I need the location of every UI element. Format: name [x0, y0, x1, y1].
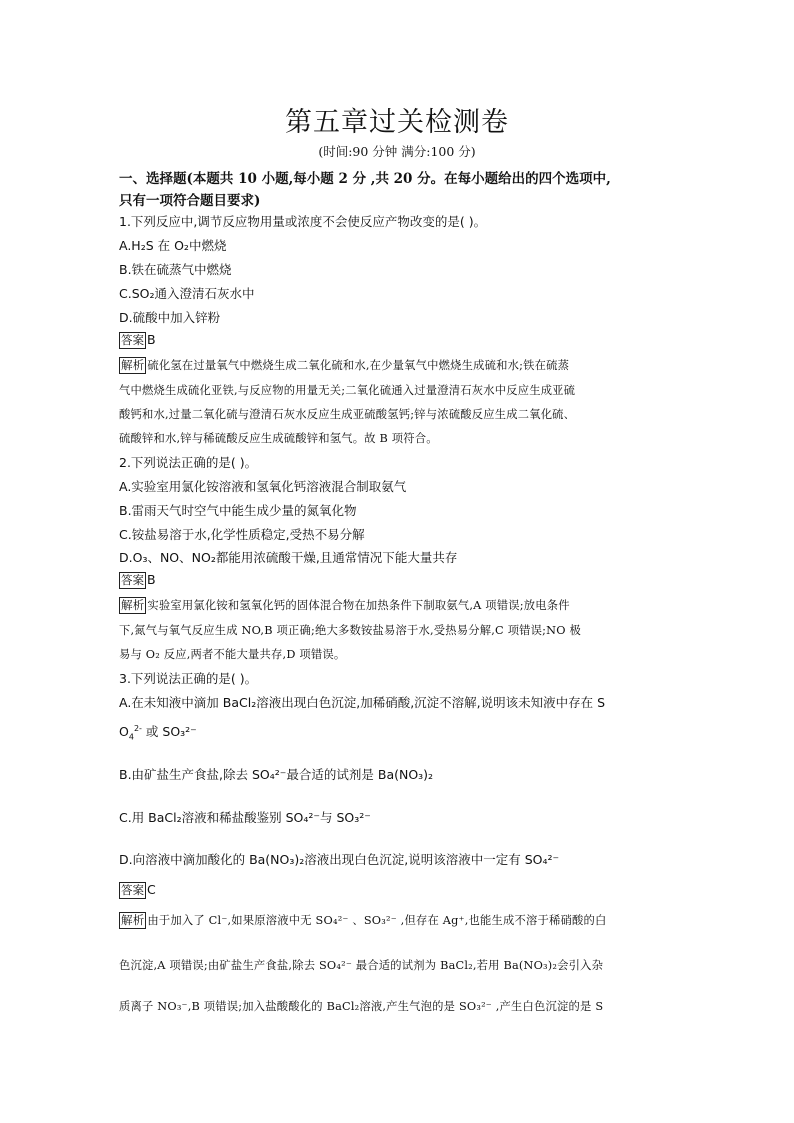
- q3-option-b: B.由矿盐生产食盐,除去 SO₄²⁻最合适的试剂是 Ba(NO₃)₂: [119, 767, 434, 782]
- q3-option-a: A.在未知液中滴加 BaCl₂溶液出现白色沉淀,加稀硝酸,沉淀不溶解,说明该未知液中存在 S: [119, 695, 606, 710]
- q1-answer: B: [147, 332, 156, 347]
- q1-option-d: D.硫酸中加入锌粉: [119, 310, 221, 325]
- q1-option-a: A.H₂S 在 O₂中燃烧: [119, 238, 227, 253]
- section-heading: 一、选择题(本题共 10 小题,每小题 2 分 ,共 20 分。在每小题给出的四个选项中,: [119, 171, 611, 187]
- q3-analysis-line: 质离子 NO₃⁻,B 项错误;加入盐酸酸化的 BaCl₂溶液,产生气泡的是 SO₃²⁻ ,产生白色沉淀的是 S: [119, 1000, 604, 1013]
- q2-analysis-line: 解析 实验室用氯化铵和氢氧化钙的固体混合物在加热条件下制取氨气,A 项错误;放电条件: [121, 598, 570, 612]
- q2-answer-row: [119, 572, 156, 589]
- q3-option-a-cont: $O_4^{2-}$ 或 SO₃²⁻: [119, 723, 197, 742]
- answer-tag: 答案: [121, 573, 144, 587]
- q2-option-c: C.铵盐易溶于水,化学性质稳定,受热不易分解: [119, 527, 365, 542]
- q1-analysis-line: 气中燃烧生成硫化亚铁,与反应物的用量无关;二氧化硫通入过量澄清石灰水中反应生成亚硫: [119, 384, 576, 397]
- q2-answer: B: [147, 572, 156, 587]
- q2-analysis-line: 下,氮气与氧气反应生成 NO,B 项正确;绝大多数铵盐易溶于水,受热易分解,C 项错误;NO 极: [119, 624, 582, 637]
- q1-analysis-line: 解析 硫化氢在过量氧气中燃烧生成二氧化硫和水,在少量氧气中燃烧生成硫和水;铁在硫蒸: [121, 358, 570, 372]
- q3-analysis-line: 色沉淀,A 项错误;由矿盐生产食盐,除去 SO₄²⁻ 最合适的试剂为 BaCl₂,若用 Ba(NO₃)₂会引入杂: [119, 959, 604, 972]
- q3-answer-row: [119, 882, 156, 899]
- answer-tag: 答案: [121, 883, 144, 897]
- q1-answer-row: [119, 332, 156, 349]
- q1-option-c: C.SO₂通入澄清石灰水中: [119, 286, 255, 301]
- q1-analysis-line: 酸钙和水,过量二氧化硫与澄清石灰水反应生成亚硫酸氢钙;锌与浓硫酸反应生成二氧化硫、: [119, 408, 576, 421]
- q2-option-b: B.雷雨天气时空气中能生成少量的氮氧化物: [119, 503, 357, 518]
- q3-option-c: C.用 BaCl₂溶液和稀盐酸鉴别 SO₄²⁻与 SO₃²⁻: [119, 810, 371, 825]
- q3-stem: 3.下列说法正确的是( )。: [119, 671, 258, 686]
- section-heading-cont: 只有一项符合题目要求): [119, 193, 261, 209]
- q2-analysis-line: 易与 O₂ 反应,两者不能大量共存,D 项错误。: [119, 648, 346, 661]
- q3-answer: C: [147, 882, 156, 897]
- answer-tag: 答案: [121, 333, 144, 347]
- q3-option-d: D.向溶液中滴加酸化的 Ba(NO₃)₂溶液出现白色沉淀,说明该溶液中一定有 SO₄²⁻: [119, 852, 560, 867]
- q1-stem: 1.下列反应中,调节反应物用量或浓度不会使反应产物改变的是( )。: [119, 214, 487, 229]
- q1-option-b: B.铁在硫蒸气中燃烧: [119, 262, 232, 277]
- analysis-tag: 解析: [121, 358, 145, 372]
- exam-time-info: (时间:90 分钟 满分:100 分): [318, 144, 476, 159]
- page-title: 第五章过关检测卷: [285, 107, 509, 138]
- analysis-tag: 解析: [121, 598, 145, 612]
- q3-analysis-line: 解析 由于加入了 Cl⁻,如果原溶液中无 SO₄²⁻ 、SO₃²⁻ ,但存在 Ag⁺,也能生成不溶于稀硝酸的白: [121, 913, 607, 927]
- q2-stem: 2.下列说法正确的是( )。: [119, 455, 258, 470]
- q2-option-a: A.实验室用氯化铵溶液和氢氧化钙溶液混合制取氨气: [119, 479, 407, 494]
- q1-analysis-line: 硫酸锌和水,锌与稀硫酸反应生成硫酸锌和氢气。故 B 项符合。: [119, 432, 438, 445]
- analysis-tag: 解析: [121, 913, 145, 927]
- q2-option-d: D.O₃、NO、NO₂都能用浓硫酸干燥,且通常情况下能大量共存: [119, 550, 458, 565]
